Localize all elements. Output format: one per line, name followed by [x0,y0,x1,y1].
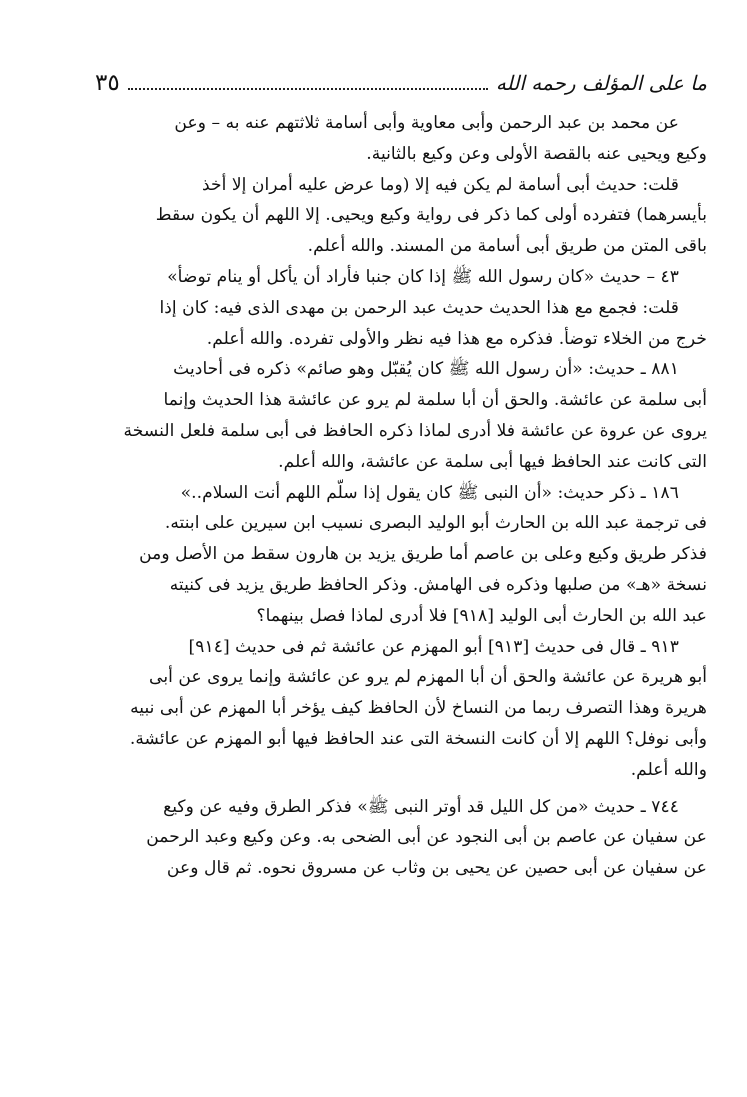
text-line: عبد الله بن الحارث أبى الوليد [٩١٨] فلا أدرى لماذا فصل بينهما؟ [256,605,707,626]
text-body [40,108,707,884]
text-line: ٨٨١ ـ حديث: «أن رسول الله ﷺ كان يُقبّل وهو صائم» ذكره فى أحاديث [173,359,679,380]
text-line: هريرة وهذا التصرف ربما من النساخ لأن الحافظ كيف يؤخر أبا المهزم عن أبى نبيه [130,698,707,719]
text-line: وكيع ويحيى عنه بالقصة الأولى وعن وكيع بالثانية. [366,143,707,164]
text-line: فى ترجمة عبد الله بن الحارث أبو الوليد البصرى نسيب ابن سيرين على ابنته. [164,513,707,534]
paragraph-hadith-744 [40,792,707,884]
text-line: والله أعلم. [630,759,707,780]
text-line: قلت: فجمع مع هذا الحديث حديث عبد الرحمن بن مهدى الذى فيه: كان إذا [159,297,679,318]
text-line: عن سفيان عن عاصم بن أبى النجود عن أبى الضحى به. وعن وكيع وعبد الرحمن [146,827,707,848]
text-line: أبى سلمة عن عائشة. والحق أن أبا سلمة لم يرو عن عائشة هذا الحديث وإنما [163,390,707,411]
running-header [95,56,707,96]
text-line: ١٨٦ ـ ذكر حديث: «أن النبى ﷺ كان يقول إذا سلّم اللهم أنت السلام..» [180,482,679,503]
text-line: فذكر طريق وكيع وعلى بن عاصم أما طريق يزيد بن هارون سقط من الأصل ومن [139,544,707,565]
text-line: نسخة «هـ» من صلبها وذكره فى الهامش. وذكر الحافظ طريق يزيد فى كنيته [169,574,707,595]
text-line: التى كانت عند الحافظ فيها أبى سلمة عن عائشة، والله أعلم. [278,451,707,472]
paragraph-qult-2 [40,293,707,355]
page-number: ٣٥ [95,70,120,96]
text-line: ٤٣ – حديث «كان رسول الله ﷺ إذا كان جنبا فأراد أن يأكل أو ينام توضأ» [167,266,679,287]
paragraph-hadith-881 [40,354,707,477]
chapter-title: ما على المؤلف رحمه الله [495,71,707,95]
paragraph-qult-1 [40,170,707,262]
text-line: عن سفيان عن أبى حصين عن يحيى بن وثاب عن مسروق نحوه. ثم قال وعن [166,858,707,879]
text-line: ٧٤٤ ـ حديث «من كل الليل قد أوتر النبى ﷺ» فذكر الطرق وفيه عن وكيع [163,796,679,817]
text-line: بأيسرهما) فتفرده أولى كما ذكر فى رواية وكيع ويحيى. إلا اللهم أن يكون سقط [155,205,707,226]
paragraph-hadith-43 [40,262,707,293]
text-line: وأبى نوفل؟ اللهم إلا أن كانت النسخة التى عند الحافظ فيها أبو المهزم عن عائشة. [129,728,707,749]
text-line: باقى المتن من طريق أبى أسامة من المسند. والله أعلم. [307,236,707,257]
text-line: عن محمد بن عبد الرحمن وأبى معاوية وأبى أسامة ثلاثتهم عنه به – وعن [174,113,679,133]
paragraph-hadith-186 [40,478,707,632]
paragraph-hadith-913 [40,632,707,786]
paragraph-continuation [40,108,707,170]
text-line: قلت: حديث أبى أسامة لم يكن فيه إلا (وما عرض عليه أمران إلا أخذ [201,174,679,195]
text-line: خرج من الخلاء توضأ. فذكره مع هذا فيه نظر والأولى تفرده. والله أعلم. [206,328,707,349]
header-dotted-leader [128,88,488,90]
text-line: أبو هريرة عن عائشة والحق أن أبا المهزم لم يرو عن عائشة وإنما يروى عن أبى [149,667,707,688]
text-line: ٩١٣ ـ قال فى حديث [٩١٣] أبو المهزم عن عائشة ثم فى حديث [٩١٤] [188,636,679,657]
text-line: يروى عن عروة عن عائشة فلا أدرى لماذا ذكره الحافظ فى أبى سلمة فلعل النسخة [123,420,707,441]
